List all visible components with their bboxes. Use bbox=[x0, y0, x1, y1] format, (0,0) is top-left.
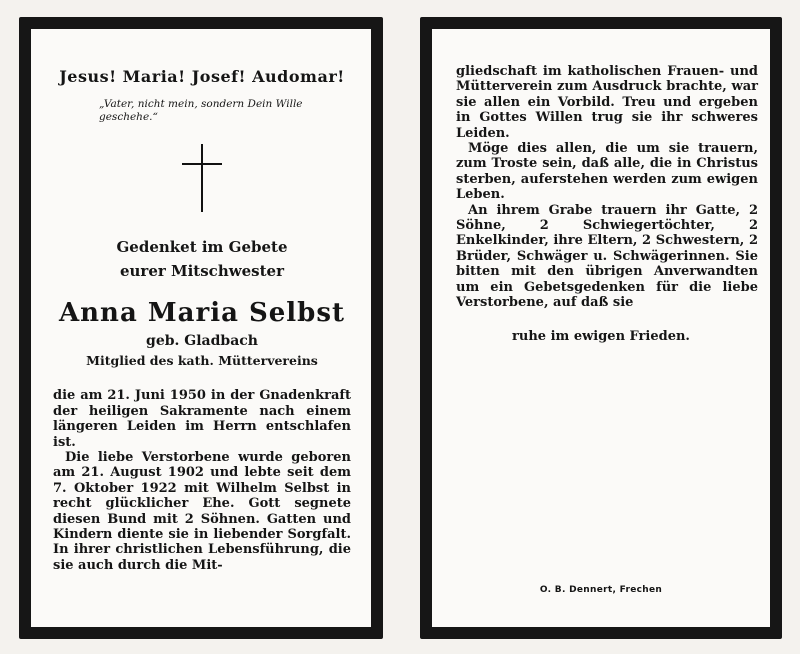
printer-imprint: O. B. Dennert, Frechen bbox=[539, 585, 663, 595]
death-paragraph: die am 21. Juni 1950 in der Gnadenkraft der heiligen Sakramente nach einem längeren Leiden im Herrn entschlafen ist. bbox=[53, 388, 351, 450]
cross-icon bbox=[182, 144, 222, 212]
right-body-text bbox=[456, 64, 758, 311]
left-page bbox=[31, 29, 371, 627]
membership-line: Mitglied des kath. Müttervereins bbox=[86, 353, 318, 369]
mourners-paragraph: An ihrem Grabe trauern ihr Gatte, 2 Söhne, 2 Schwiegertöchter, 2 Enkelkinder, ihre Eltern, 2 Schwestern, 2 Brüder, Schwäger u. Schwägerinnen. Sie bitten mit den übrigen Anverwandten um ein Gebetsgedenken für die liebe Verstorbene, auf daß sie bbox=[456, 202, 758, 311]
closing-line: ruhe im ewigen Frieden. bbox=[512, 328, 690, 344]
left-body-text bbox=[53, 388, 351, 573]
remembrance-line-2: eurer Mitschwester bbox=[119, 261, 284, 280]
consolation-paragraph: Möge dies allen, die um sie trauern, zum Troste sein, daß alle, die in Christus sterben, auferstehen werden zum ewigen Leben. bbox=[456, 141, 758, 203]
right-page bbox=[432, 29, 770, 627]
maiden-name: geb. Gladbach bbox=[146, 333, 258, 350]
remembrance-line-1: Gedenket im Gebete bbox=[116, 238, 288, 257]
right-card bbox=[420, 17, 782, 639]
invocation-header: Jesus! Maria! Josef! Audomar! bbox=[59, 67, 345, 86]
remembrance-heading bbox=[53, 236, 351, 283]
scripture-quote: „Vater, nicht mein, sondern Dein Wille geschehe.“ bbox=[99, 98, 303, 124]
biography-paragraph: Die liebe Verstorbene wurde geboren am 21. August 1902 und lebte seit dem 7. Oktober 1922 mit Wilhelm Selbst in recht glücklicher Ehe. Gott segnete diesen Bund mit 2 Söhnen. Gatten und Kindern diente sie in liebender Sorgfalt. In ihrer christlichen Lebensführung, die sie auch durch die Mit- bbox=[53, 449, 351, 573]
deceased-name: Anna Maria Selbst bbox=[58, 297, 345, 328]
continuation-paragraph: gliedschaft im katholischen Frauen- und Mütterverein zum Ausdruck brachte, war sie allen ein Vorbild. Treu und ergeben in Gottes Willen trug sie ihr schweres Leiden. bbox=[456, 64, 758, 141]
left-card bbox=[19, 17, 383, 639]
